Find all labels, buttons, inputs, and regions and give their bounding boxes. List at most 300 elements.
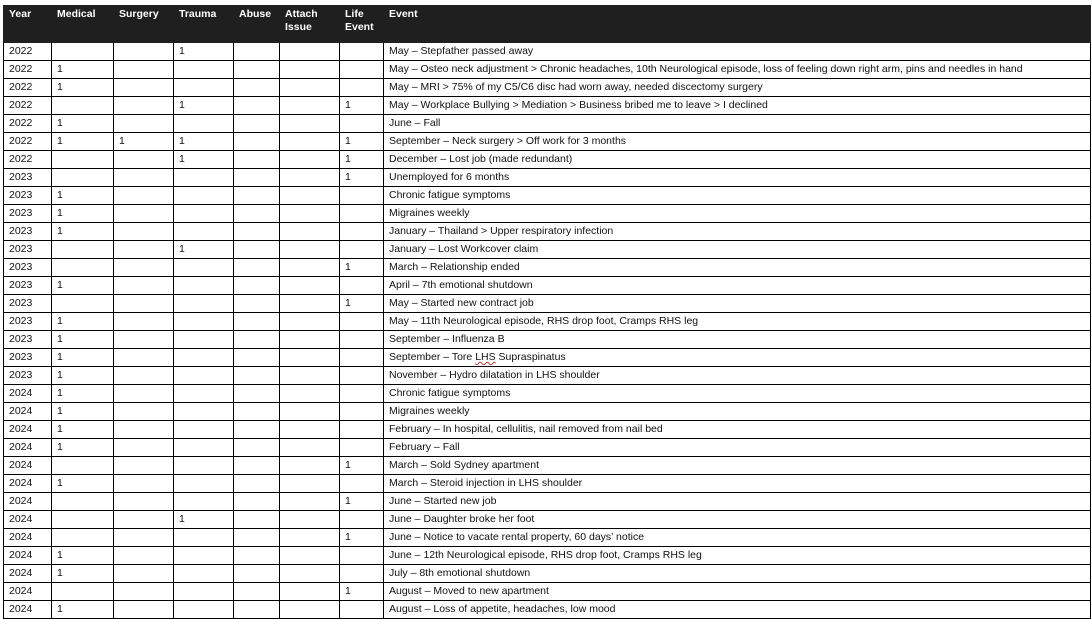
cell-year: 2024: [4, 511, 52, 529]
cell-medical: [52, 511, 114, 529]
column-header-label: Event: [345, 21, 374, 33]
cell-life: [340, 511, 384, 529]
table-row: [4, 169, 1091, 187]
cell-attach: [280, 385, 340, 403]
cell-trauma: 1: [174, 97, 234, 115]
cell-medical: [52, 169, 114, 187]
table-row: [4, 151, 1091, 169]
cell-life: [340, 313, 384, 331]
cell-year: 2024: [4, 439, 52, 457]
cell-attach: [280, 547, 340, 565]
table-row: [4, 115, 1091, 133]
column-header-abuse: [234, 6, 280, 43]
cell-attach: [280, 331, 340, 349]
table-row: [4, 601, 1091, 619]
cell-medical: 1: [52, 439, 114, 457]
cell-abuse: [234, 421, 280, 439]
cell-trauma: [174, 475, 234, 493]
event-log-table: [3, 5, 1091, 619]
cell-event: September – Tore LHS Supraspinatus: [384, 349, 1091, 367]
cell-surgery: [114, 205, 174, 223]
cell-surgery: [114, 403, 174, 421]
cell-life: 1: [340, 529, 384, 547]
cell-surgery: [114, 547, 174, 565]
cell-trauma: [174, 313, 234, 331]
cell-abuse: [234, 151, 280, 169]
cell-attach: [280, 475, 340, 493]
column-header-label: Medical: [57, 8, 96, 20]
cell-trauma: [174, 385, 234, 403]
cell-trauma: 1: [174, 511, 234, 529]
cell-event: May – Started new contract job: [384, 295, 1091, 313]
cell-medical: 1: [52, 115, 114, 133]
table-row: [4, 61, 1091, 79]
cell-year: 2023: [4, 223, 52, 241]
cell-abuse: [234, 457, 280, 475]
cell-medical: [52, 259, 114, 277]
cell-surgery: [114, 223, 174, 241]
cell-year: 2023: [4, 367, 52, 385]
cell-life: [340, 439, 384, 457]
table-row: [4, 403, 1091, 421]
cell-year: 2024: [4, 565, 52, 583]
cell-attach: [280, 295, 340, 313]
cell-year: 2023: [4, 313, 52, 331]
cell-attach: [280, 205, 340, 223]
column-header-year: [4, 6, 52, 43]
cell-event: August – Moved to new apartment: [384, 583, 1091, 601]
cell-year: 2023: [4, 295, 52, 313]
cell-year: 2022: [4, 151, 52, 169]
cell-abuse: [234, 403, 280, 421]
cell-life: [340, 331, 384, 349]
cell-attach: [280, 529, 340, 547]
cell-medical: 1: [52, 349, 114, 367]
cell-life: [340, 79, 384, 97]
table-body: [4, 43, 1091, 619]
table-row: [4, 295, 1091, 313]
cell-surgery: [114, 493, 174, 511]
cell-abuse: [234, 115, 280, 133]
cell-life: [340, 205, 384, 223]
table-row: [4, 43, 1091, 61]
cell-attach: [280, 349, 340, 367]
table-row: [4, 493, 1091, 511]
cell-life: [340, 43, 384, 61]
table-row: [4, 547, 1091, 565]
table-row: [4, 439, 1091, 457]
cell-life: 1: [340, 493, 384, 511]
cell-year: 2024: [4, 583, 52, 601]
cell-medical: 1: [52, 277, 114, 295]
cell-life: 1: [340, 583, 384, 601]
table-row: [4, 529, 1091, 547]
cell-event: June – Notice to vacate rental property, 60 days’ notice: [384, 529, 1091, 547]
cell-medical: 1: [52, 313, 114, 331]
cell-abuse: [234, 79, 280, 97]
cell-surgery: [114, 331, 174, 349]
cell-life: [340, 223, 384, 241]
column-header-trauma: [174, 6, 234, 43]
cell-life: 1: [340, 259, 384, 277]
cell-abuse: [234, 511, 280, 529]
table-row: [4, 367, 1091, 385]
cell-event: Chronic fatigue symptoms: [384, 385, 1091, 403]
cell-medical: 1: [52, 403, 114, 421]
cell-life: [340, 385, 384, 403]
cell-attach: [280, 133, 340, 151]
cell-medical: 1: [52, 565, 114, 583]
cell-attach: [280, 313, 340, 331]
cell-attach: [280, 61, 340, 79]
cell-medical: 1: [52, 475, 114, 493]
column-header-label: Event: [389, 8, 418, 20]
table-row: [4, 79, 1091, 97]
cell-abuse: [234, 475, 280, 493]
cell-event: May – Workplace Bullying > Mediation > Business bribed me to leave > I declined: [384, 97, 1091, 115]
cell-event: May – 11th Neurological episode, RHS drop foot, Cramps RHS leg: [384, 313, 1091, 331]
cell-medical: 1: [52, 133, 114, 151]
table-row: [4, 277, 1091, 295]
cell-trauma: 1: [174, 133, 234, 151]
cell-event: December – Lost job (made redundant): [384, 151, 1091, 169]
cell-attach: [280, 151, 340, 169]
cell-event: March – Sold Sydney apartment: [384, 457, 1091, 475]
cell-surgery: [114, 511, 174, 529]
cell-medical: [52, 43, 114, 61]
cell-surgery: [114, 115, 174, 133]
cell-trauma: [174, 79, 234, 97]
cell-year: 2022: [4, 43, 52, 61]
cell-surgery: [114, 367, 174, 385]
cell-abuse: [234, 493, 280, 511]
cell-event: June – Daughter broke her foot: [384, 511, 1091, 529]
cell-year: 2024: [4, 529, 52, 547]
column-header-surgery: [114, 6, 174, 43]
table-row: [4, 511, 1091, 529]
cell-abuse: [234, 529, 280, 547]
cell-year: 2024: [4, 457, 52, 475]
cell-abuse: [234, 223, 280, 241]
cell-attach: [280, 367, 340, 385]
cell-year: 2023: [4, 187, 52, 205]
table-row: [4, 331, 1091, 349]
cell-attach: [280, 403, 340, 421]
cell-abuse: [234, 133, 280, 151]
cell-year: 2023: [4, 349, 52, 367]
cell-abuse: [234, 565, 280, 583]
cell-abuse: [234, 349, 280, 367]
cell-year: 2023: [4, 169, 52, 187]
cell-abuse: [234, 547, 280, 565]
cell-life: 1: [340, 133, 384, 151]
cell-trauma: [174, 205, 234, 223]
cell-surgery: [114, 169, 174, 187]
cell-event: February – Fall: [384, 439, 1091, 457]
cell-medical: 1: [52, 79, 114, 97]
cell-attach: [280, 439, 340, 457]
cell-year: 2023: [4, 205, 52, 223]
cell-year: 2024: [4, 493, 52, 511]
cell-attach: [280, 115, 340, 133]
cell-event: Unemployed for 6 months: [384, 169, 1091, 187]
cell-abuse: [234, 61, 280, 79]
table-row: [4, 97, 1091, 115]
table-row: [4, 385, 1091, 403]
cell-abuse: [234, 169, 280, 187]
cell-trauma: [174, 583, 234, 601]
cell-event: September – Influenza B: [384, 331, 1091, 349]
cell-medical: [52, 97, 114, 115]
cell-medical: 1: [52, 223, 114, 241]
cell-event: August – Loss of appetite, headaches, low mood: [384, 601, 1091, 619]
column-header-event: [384, 6, 1091, 43]
cell-surgery: [114, 457, 174, 475]
cell-year: 2022: [4, 61, 52, 79]
cell-life: [340, 565, 384, 583]
column-header-medical: [52, 6, 114, 43]
cell-medical: 1: [52, 547, 114, 565]
cell-surgery: [114, 385, 174, 403]
cell-life: [340, 367, 384, 385]
cell-surgery: [114, 61, 174, 79]
cell-surgery: [114, 601, 174, 619]
column-header-attach-issue: [280, 6, 340, 43]
cell-life: 1: [340, 295, 384, 313]
cell-attach: [280, 187, 340, 205]
cell-event: March – Relationship ended: [384, 259, 1091, 277]
cell-medical: [52, 493, 114, 511]
cell-life: 1: [340, 151, 384, 169]
cell-medical: 1: [52, 421, 114, 439]
cell-trauma: [174, 403, 234, 421]
cell-trauma: 1: [174, 151, 234, 169]
cell-trauma: [174, 529, 234, 547]
cell-event: June – Started new job: [384, 493, 1091, 511]
cell-attach: [280, 493, 340, 511]
column-header-label: Trauma: [179, 8, 217, 20]
cell-abuse: [234, 313, 280, 331]
cell-event: Chronic fatigue symptoms: [384, 187, 1091, 205]
cell-medical: 1: [52, 331, 114, 349]
cell-attach: [280, 79, 340, 97]
cell-event: May – Osteo neck adjustment > Chronic headaches, 10th Neurological episode, loss of feeling down right arm, pins and needles in hand: [384, 61, 1091, 79]
cell-trauma: [174, 439, 234, 457]
cell-attach: [280, 421, 340, 439]
cell-medical: [52, 457, 114, 475]
cell-surgery: [114, 259, 174, 277]
cell-year: 2023: [4, 277, 52, 295]
table-row: [4, 241, 1091, 259]
cell-attach: [280, 277, 340, 295]
cell-life: 1: [340, 97, 384, 115]
cell-abuse: [234, 277, 280, 295]
column-header-label: Attach: [285, 8, 318, 20]
cell-medical: [52, 583, 114, 601]
cell-year: 2024: [4, 403, 52, 421]
cell-medical: 1: [52, 205, 114, 223]
cell-surgery: [114, 475, 174, 493]
column-header-label: Abuse: [239, 8, 272, 20]
cell-trauma: [174, 61, 234, 79]
cell-surgery: [114, 241, 174, 259]
header-row: [4, 6, 1091, 43]
cell-surgery: [114, 295, 174, 313]
table-row: [4, 583, 1091, 601]
cell-year: 2024: [4, 601, 52, 619]
column-header-life-event: [340, 6, 384, 43]
cell-attach: [280, 223, 340, 241]
cell-surgery: [114, 529, 174, 547]
table-row: [4, 259, 1091, 277]
cell-trauma: [174, 367, 234, 385]
table-row: [4, 223, 1091, 241]
column-header-label: Life: [345, 8, 364, 20]
table-row: [4, 421, 1091, 439]
cell-event: June – 12th Neurological episode, RHS drop foot, Cramps RHS leg: [384, 547, 1091, 565]
cell-event: Migraines weekly: [384, 205, 1091, 223]
cell-trauma: 1: [174, 241, 234, 259]
cell-trauma: [174, 223, 234, 241]
cell-trauma: [174, 331, 234, 349]
cell-event: Migraines weekly: [384, 403, 1091, 421]
table-row: [4, 313, 1091, 331]
cell-medical: [52, 151, 114, 169]
cell-life: [340, 421, 384, 439]
cell-life: [340, 115, 384, 133]
cell-event: April – 7th emotional shutdown: [384, 277, 1091, 295]
table-row: [4, 457, 1091, 475]
cell-medical: 1: [52, 601, 114, 619]
cell-trauma: [174, 187, 234, 205]
cell-medical: 1: [52, 61, 114, 79]
cell-trauma: [174, 349, 234, 367]
cell-surgery: [114, 313, 174, 331]
cell-surgery: 1: [114, 133, 174, 151]
cell-abuse: [234, 205, 280, 223]
cell-event: February – In hospital, cellulitis, nail removed from nail bed: [384, 421, 1091, 439]
cell-attach: [280, 97, 340, 115]
cell-life: [340, 187, 384, 205]
cell-year: 2023: [4, 241, 52, 259]
cell-year: 2023: [4, 259, 52, 277]
cell-trauma: 1: [174, 43, 234, 61]
cell-abuse: [234, 583, 280, 601]
cell-attach: [280, 169, 340, 187]
table-row: [4, 349, 1091, 367]
cell-surgery: [114, 43, 174, 61]
cell-attach: [280, 583, 340, 601]
cell-attach: [280, 565, 340, 583]
cell-attach: [280, 241, 340, 259]
cell-abuse: [234, 331, 280, 349]
cell-event: May – Stepfather passed away: [384, 43, 1091, 61]
cell-medical: 1: [52, 385, 114, 403]
cell-life: 1: [340, 169, 384, 187]
cell-event: January – Thailand > Upper respiratory infection: [384, 223, 1091, 241]
cell-abuse: [234, 187, 280, 205]
cell-attach: [280, 259, 340, 277]
cell-life: [340, 349, 384, 367]
cell-surgery: [114, 583, 174, 601]
cell-life: [340, 475, 384, 493]
cell-abuse: [234, 259, 280, 277]
cell-year: 2024: [4, 475, 52, 493]
cell-abuse: [234, 601, 280, 619]
cell-attach: [280, 457, 340, 475]
cell-trauma: [174, 259, 234, 277]
cell-surgery: [114, 421, 174, 439]
cell-trauma: [174, 421, 234, 439]
cell-attach: [280, 511, 340, 529]
spellcheck-flagged-word[interactable]: LHS: [475, 351, 496, 363]
cell-life: 1: [340, 457, 384, 475]
cell-year: 2022: [4, 133, 52, 151]
cell-surgery: [114, 439, 174, 457]
cell-life: [340, 241, 384, 259]
cell-life: [340, 277, 384, 295]
column-header-label: Issue: [285, 21, 312, 33]
table-row: [4, 187, 1091, 205]
cell-event: September – Neck surgery > Off work for 3 months: [384, 133, 1091, 151]
cell-surgery: [114, 79, 174, 97]
cell-medical: [52, 529, 114, 547]
cell-trauma: [174, 565, 234, 583]
cell-abuse: [234, 43, 280, 61]
cell-medical: [52, 241, 114, 259]
cell-event: May – MRI > 75% of my C5/C6 disc had worn away, needed discectomy surgery: [384, 79, 1091, 97]
cell-surgery: [114, 349, 174, 367]
cell-year: 2024: [4, 547, 52, 565]
column-header-label: Surgery: [119, 8, 159, 20]
cell-abuse: [234, 439, 280, 457]
cell-event: November – Hydro dilatation in LHS shoulder: [384, 367, 1091, 385]
cell-event: March – Steroid injection in LHS shoulder: [384, 475, 1091, 493]
cell-abuse: [234, 241, 280, 259]
cell-abuse: [234, 97, 280, 115]
cell-trauma: [174, 493, 234, 511]
column-header-label: Year: [9, 8, 32, 20]
cell-year: 2022: [4, 97, 52, 115]
cell-surgery: [114, 277, 174, 295]
cell-medical: [52, 295, 114, 313]
cell-year: 2023: [4, 331, 52, 349]
cell-trauma: [174, 277, 234, 295]
cell-trauma: [174, 115, 234, 133]
cell-attach: [280, 601, 340, 619]
cell-life: [340, 601, 384, 619]
cell-year: 2024: [4, 421, 52, 439]
cell-attach: [280, 43, 340, 61]
cell-surgery: [114, 565, 174, 583]
cell-event: January – Lost Workcover claim: [384, 241, 1091, 259]
cell-trauma: [174, 457, 234, 475]
table-row: [4, 205, 1091, 223]
table-row: [4, 565, 1091, 583]
cell-surgery: [114, 151, 174, 169]
cell-year: 2022: [4, 115, 52, 133]
cell-event: June – Fall: [384, 115, 1091, 133]
cell-trauma: [174, 169, 234, 187]
cell-abuse: [234, 295, 280, 313]
cell-trauma: [174, 601, 234, 619]
table-row: [4, 133, 1091, 151]
cell-trauma: [174, 547, 234, 565]
cell-year: 2022: [4, 79, 52, 97]
cell-medical: 1: [52, 187, 114, 205]
cell-trauma: [174, 295, 234, 313]
cell-life: [340, 61, 384, 79]
